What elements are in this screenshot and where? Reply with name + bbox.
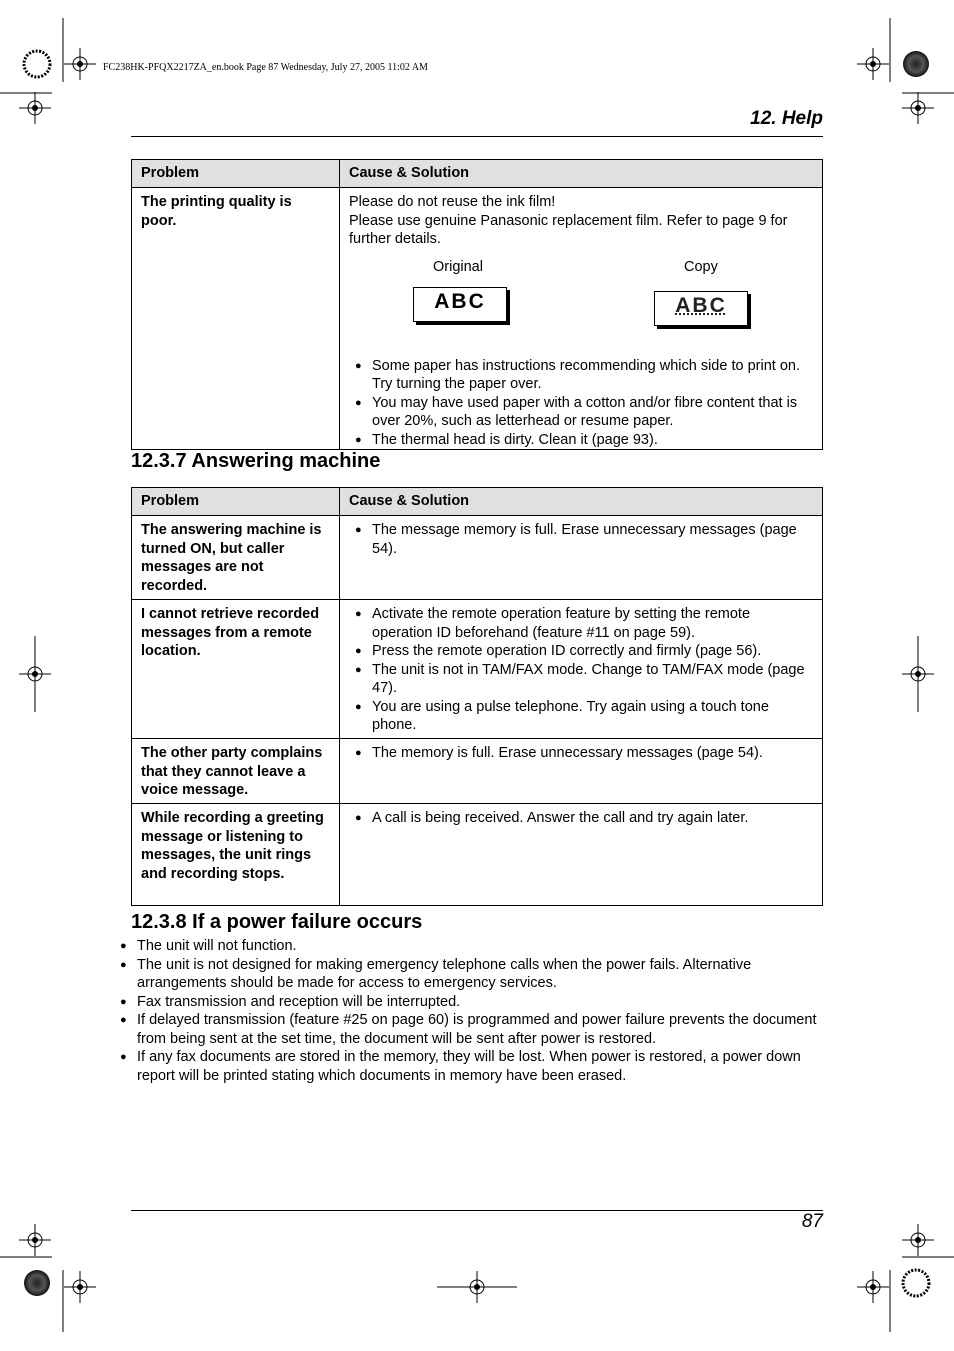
- intro-line: Please use genuine Panasonic replacement film. Refer to page 9 for further details.: [349, 212, 788, 247]
- power-failure-list: [131, 937, 823, 1085]
- list-item: ● The memory is full. Erase unnecessary messages (page 54).: [349, 744, 813, 763]
- table-row: [132, 739, 823, 804]
- problem-cell: While recording a greeting message or listening to messages, the unit rings and recording stops.: [132, 804, 340, 906]
- cause-header: Cause & Solution: [340, 160, 823, 188]
- chapter-title: 12. Help: [750, 108, 823, 129]
- cause-cell: [340, 188, 823, 450]
- list-item: ● The thermal head is dirty. Clean it (page 93).: [349, 431, 813, 450]
- list-item: ● You are using a pulse telephone. Try again using a touch tone phone.: [349, 698, 813, 735]
- header-rule: [131, 136, 823, 137]
- list-item: ● A call is being received. Answer the call and try again later.: [349, 809, 813, 828]
- table-row: [132, 188, 823, 450]
- footer-rule: [131, 1210, 823, 1211]
- list-item: ● If delayed transmission (feature #25 on page 60) is programmed and power failure prevents the document from being sent at the set time, the document will be sent after power is restored.: [114, 1011, 823, 1048]
- original-sample: ABC: [413, 287, 507, 322]
- problem-header: Problem: [132, 488, 340, 516]
- problem-cell: I cannot retrieve recorded messages from a remote location.: [132, 600, 340, 739]
- list-item: ● Fax transmission and reception will be interrupted.: [114, 993, 823, 1012]
- problem-cell: The other party complains that they cannot leave a voice message.: [132, 739, 340, 804]
- list-item: ● Press the remote operation ID correctly and firmly (page 56).: [349, 642, 813, 661]
- table-row: [132, 600, 823, 739]
- original-label: Original: [433, 258, 483, 275]
- cause-header: Cause & Solution: [340, 488, 823, 516]
- list-item: ● The unit is not in TAM/FAX mode. Change to TAM/FAX mode (page 47).: [349, 661, 813, 698]
- cause-cell: [340, 804, 823, 906]
- table-header-row: [132, 488, 823, 516]
- section-heading-power: 12.3.8 If a power failure occurs: [131, 911, 423, 933]
- problem-cell: The printing quality is poor.: [132, 188, 340, 450]
- cause-cell: [340, 516, 823, 600]
- problem-cell: The answering machine is turned ON, but caller messages are not recorded.: [132, 516, 340, 600]
- comparison-figure: [349, 249, 813, 357]
- copy-sample: ABC: [654, 291, 748, 326]
- list-item: ● If any fax documents are stored in the memory, they will be lost. When power is restored, a power down report will be printed stating which documents in memory have been erased.: [114, 1048, 823, 1085]
- copy-label: Copy: [684, 258, 718, 275]
- intro-line: Please do not reuse the ink film!: [349, 194, 556, 210]
- table-row: [132, 804, 823, 906]
- page-number: 87: [801, 1211, 823, 1232]
- list-item: ● Some paper has instructions recommending which side to print on. Try turning the paper over.: [349, 357, 813, 394]
- list-item: ● You may have used paper with a cotton and/or fibre content that is over 20%, such as letterhead or resume paper.: [349, 394, 813, 431]
- list-item: ● The unit will not function.: [114, 937, 823, 956]
- table-header-row: [132, 160, 823, 188]
- table-row: [132, 516, 823, 600]
- section-heading-answering: 12.3.7 Answering machine: [131, 450, 381, 472]
- bullet-list: [349, 357, 813, 450]
- list-item: ● Activate the remote operation feature by setting the remote operation ID beforehand (feature #11 on page 59).: [349, 605, 813, 642]
- answering-machine-table: [131, 487, 823, 906]
- problem-header: Problem: [132, 160, 340, 188]
- list-item: ● The message memory is full. Erase unnecessary messages (page 54).: [349, 521, 813, 558]
- cause-cell: [340, 600, 823, 739]
- cause-cell: [340, 739, 823, 804]
- print-quality-table: [131, 159, 823, 450]
- list-item: ● The unit is not designed for making emergency telephone calls when the power fails. Alternative arrangements should be made for access to emergency services.: [114, 956, 823, 993]
- print-header: FC238HK-PFQX2217ZA_en.book Page 87 Wednesday, July 27, 2005 11:02 AM: [103, 62, 428, 73]
